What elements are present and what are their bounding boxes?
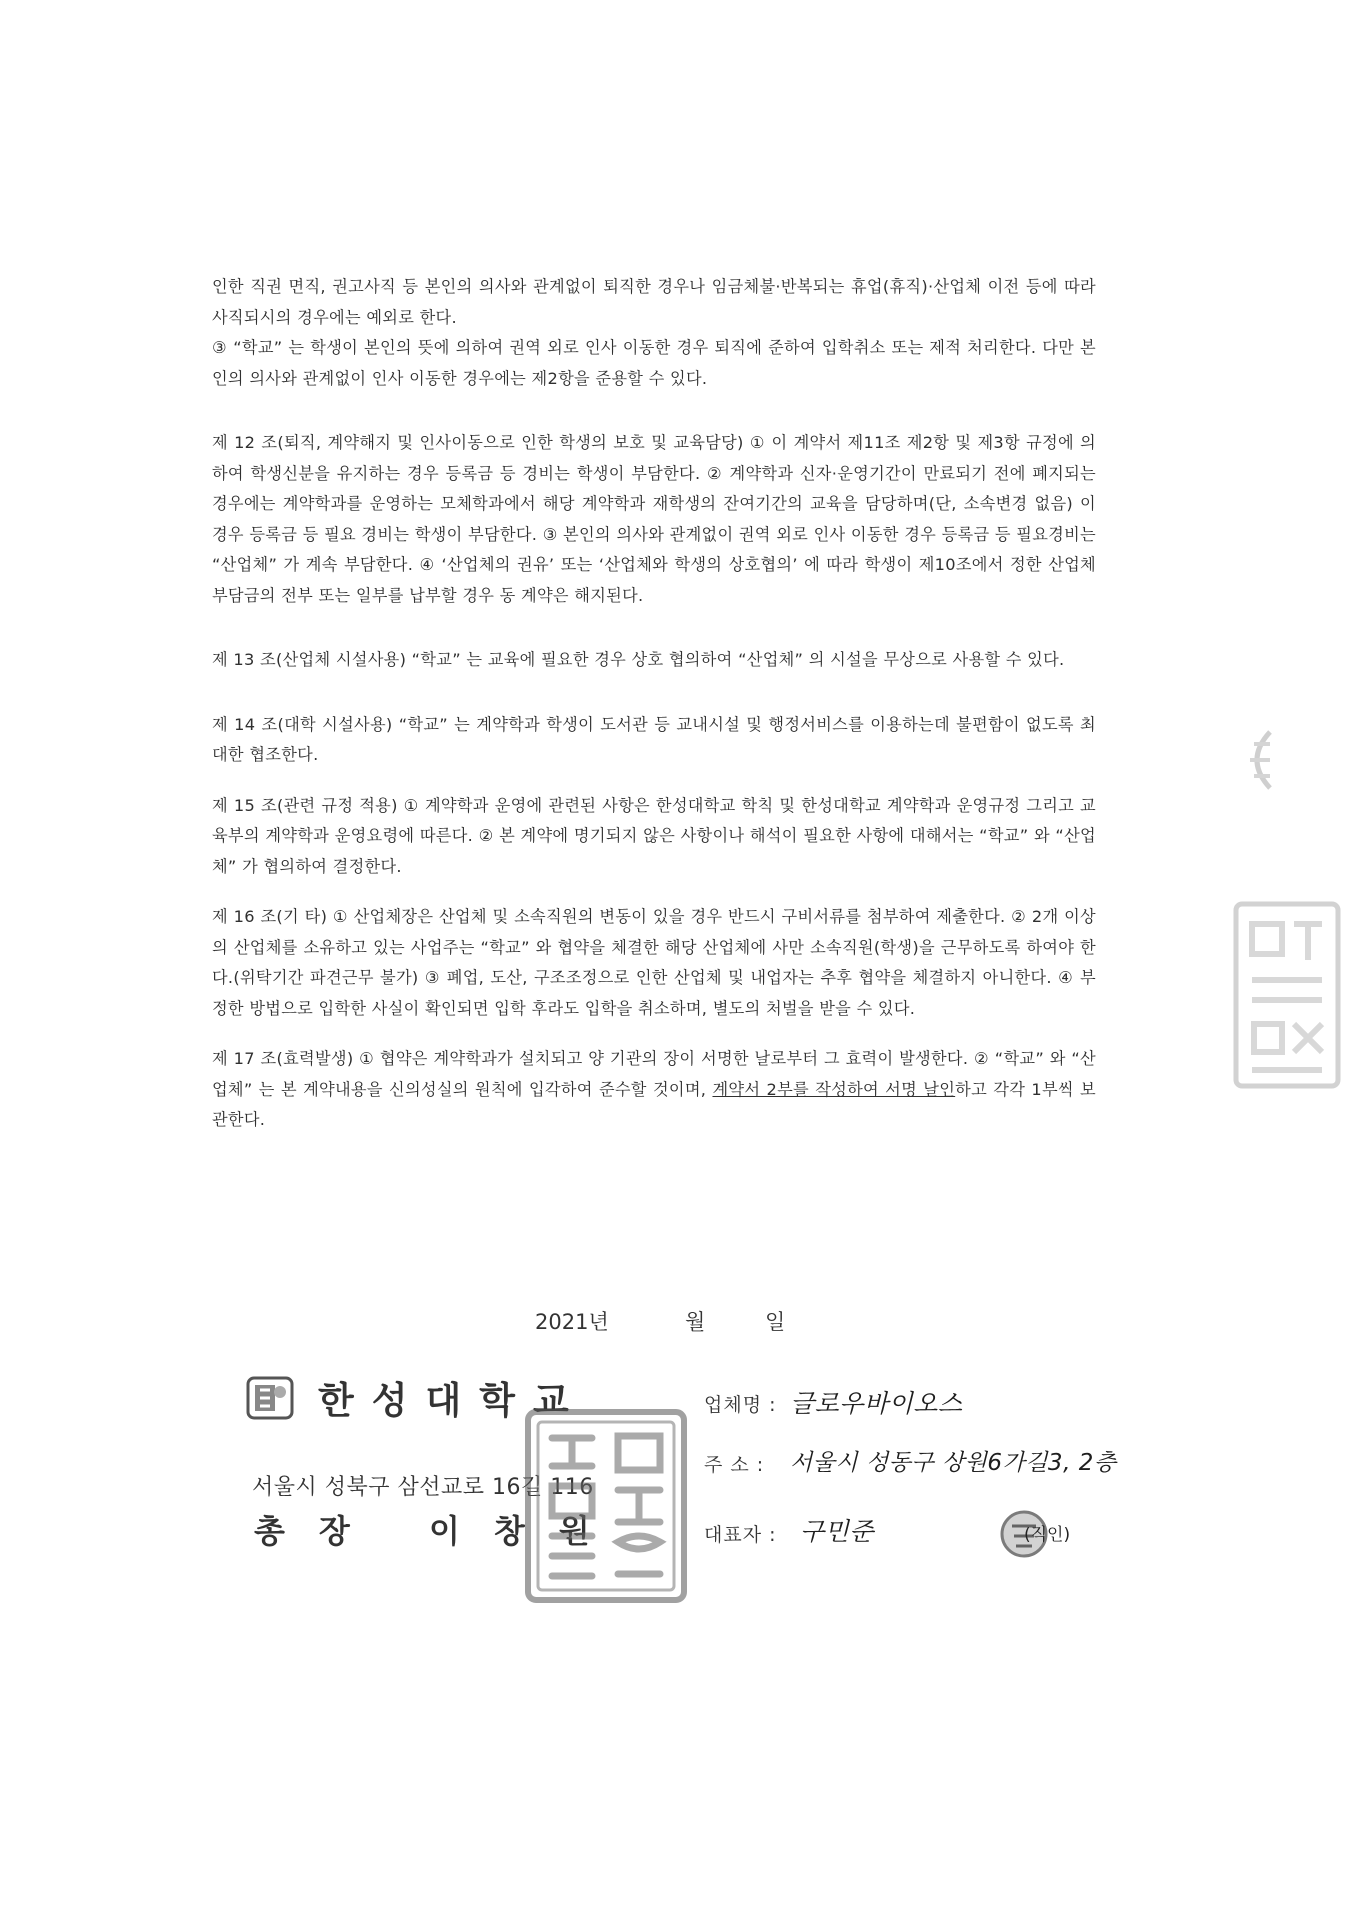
edge-seal-fragment (1240, 728, 1274, 792)
school-seal-stamp (522, 1406, 690, 1606)
article-17-tail: 하고 각각 1부씩 보관한다. (212, 1079, 1096, 1129)
company-name-label: 업체명 : (704, 1394, 777, 1416)
hansung-logo-icon (246, 1376, 294, 1420)
side-seal-stamp (1232, 900, 1342, 1090)
article-17-text: 제 17 조(효력발생) ① 협약은 계약학과가 설치되고 양 기관의 장이 서명한 날로부터 그 효력이 발생한다. ② “학교” 와 “산업체” 는 본 계약내용을 신의성실의 원칙에 입각하여 준수할 것이며, (212, 1049, 1096, 1099)
school-name: 한성대학교 (318, 1378, 587, 1422)
date-year: 2021년 (535, 1310, 609, 1334)
company-address-label: 주 소 : (704, 1454, 765, 1476)
company-address-handwritten: 서울시 성동구 상원6가길3, 2층 (790, 1450, 1117, 1476)
article-13: 제 13 조(산업체 시설사용) “학교” 는 교육에 필요한 경우 상호 협의하여 “산업체” 의 시설을 무상으로 사용할 수 있다. (212, 650, 1065, 669)
date-month: 월 (685, 1310, 706, 1334)
article-15: 제 15 조(관련 규정 적용) ① 계약학과 운영에 관련된 사항은 한성대학교 학칙 및 한성대학교 계약학과 운영규정 그리고 교육부의 계약학과 운영요령에 따른다. ② 본 계약에 명기되지 않은 사항이나 해석이 필요한 사항에 대해서는 “학교” 와 “산업체” 가 협의하여 결정한다. (212, 795, 1096, 876)
signing-date (535, 1306, 785, 1336)
article-17 (212, 1044, 1096, 1136)
article-12: 제 12 조(퇴직, 계약해지 및 인사이동으로 인한 학생의 보호 및 교육담당) ① 이 계약서 제11조 제2항 및 제3항 규정에 의하여 학생신분을 유지하는 경우 등록금 등 경비는 학생이 부담한다. ② 계약학과 신자·운영기간이 만료되기 전에 폐지되는 경우에는 계약학과를 운영하는 모체학과에서 해당 계약학과 재학생의 잔여기간의 교육을 담당하며(단, 소속변경 없음) 이 경우 등록금 등 필요 경비는 학생이 부담한다. ③ 본인의 의사와 관계없이 권역 외로 인사 이동한 경우 등록금 등 필요경비는 “산업체” 가 계속 부담한다. ④ ‘산업체의 권유’ 또는 ‘산업체와 학생의 상호협의’ 에 따라 학생이 제10조에서 정한 산업체부담금의 전부 또는 일부를 납부할 경우 동 계약은 해지된다. (212, 433, 1096, 605)
company-name-handwritten: 글로우바이오스 (790, 1389, 963, 1418)
company-seal-label: (직인) (1024, 1525, 1071, 1545)
article-17-underlined: 계약서 2부를 작성하여 서명 날인 (712, 1079, 956, 1099)
company-rep-label: 대표자 : (704, 1524, 777, 1546)
contract-body (212, 272, 1096, 1136)
article-11-continuation: 인한 직권 면직, 권고사직 등 본인의 의사와 관계없이 퇴직한 경우나 임금체불·반복되는 휴업(휴직)·산업체 이전 등에 따라 사직되시의 경우에는 예외로 한다. (212, 277, 1096, 327)
school-president: 총장 이창원 (254, 1512, 624, 1550)
date-day: 일 (765, 1310, 786, 1334)
article-14: 제 14 조(대학 시설사용) “학교” 는 계약학과 학생이 도서관 등 교내시설 및 행정서비스를 이용하는데 불편함이 없도록 최대한 협조한다. (212, 714, 1096, 764)
school-address: 서울시 성북구 삼선교로 16길 116 (252, 1475, 594, 1500)
company-rep-handwritten: 구민준 (800, 1517, 874, 1546)
article-16: 제 16 조(기 타) ① 산업체장은 산업체 및 소속직원의 변동이 있을 경우 반드시 구비서류를 첨부하여 제출한다. ② 2개 이상의 산업체를 소유하고 있는 사업주는 “학교” 와 협약을 체결한 해당 산업체에 사만 소속직원(학생)을 근무하도록 하여야 한다.(위탁기간 파견근무 불가) ③ 폐업, 도산, 구조조정으로 인한 산업체 및 내업자는 추후 협약을 체결하지 아니한다. ④ 부정한 방법으로 입학한 사실이 확인되면 입학 후라도 입학을 취소하며, 별도의 처벌을 받을 수 있다. (212, 907, 1096, 1018)
article-11-clause-3: ③ “학교” 는 학생이 본인의 뜻에 의하여 권역 외로 인사 이동한 경우 퇴직에 준하여 입학취소 또는 제적 처리한다. 다만 본인의 의사와 관계없이 인사 이동한 경우에는 제2항을 준용할 수 있다. (212, 338, 1096, 388)
